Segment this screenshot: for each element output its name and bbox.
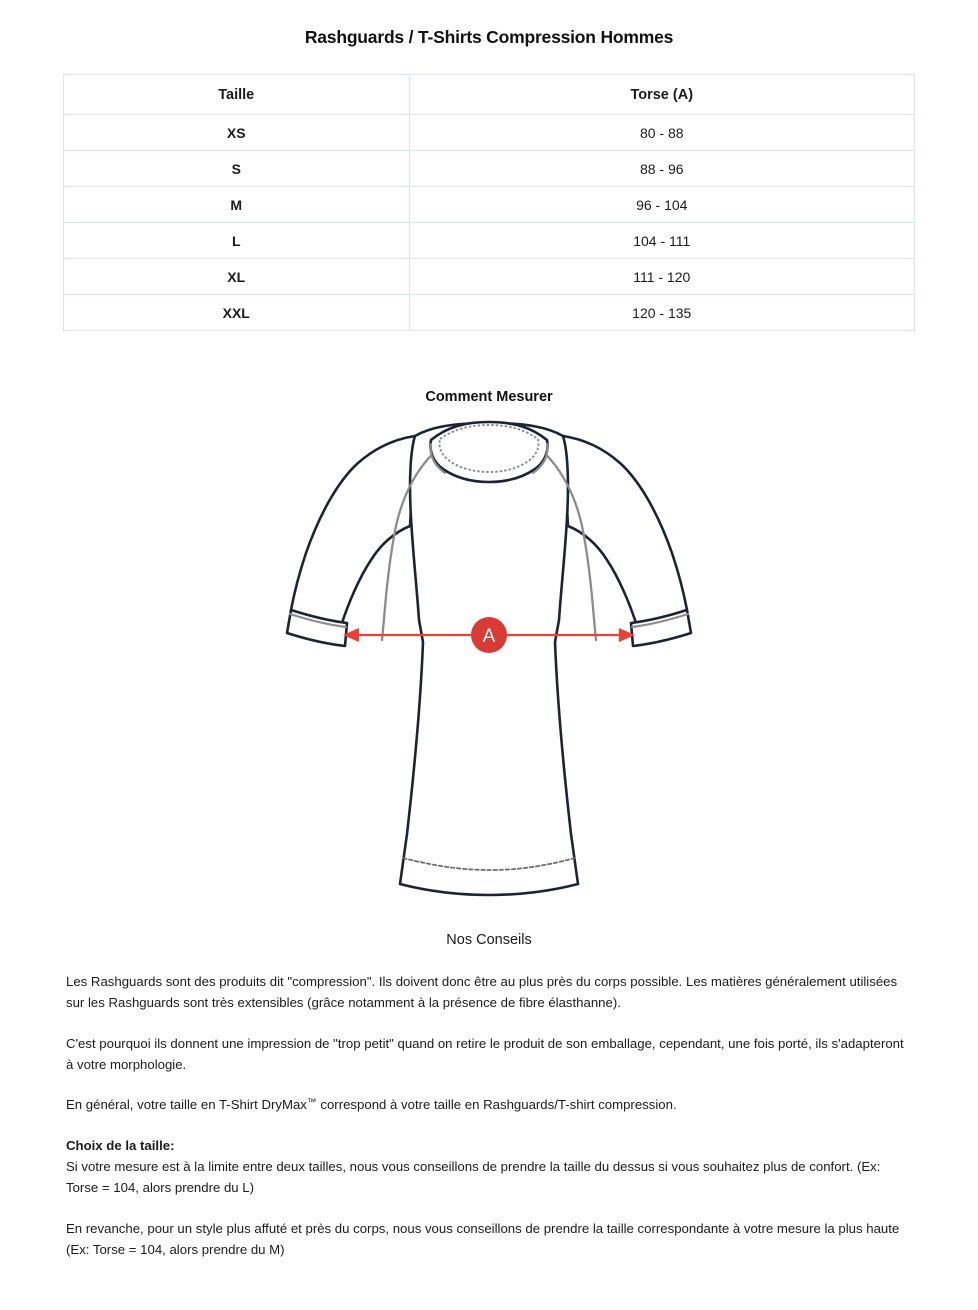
cell-chest: 80 - 88 bbox=[409, 115, 915, 151]
measure-badge-label: A bbox=[482, 626, 496, 648]
cell-size: M bbox=[64, 187, 410, 223]
cell-size: L bbox=[64, 223, 410, 259]
advice-paragraph-compression: Les Rashguards sont des produits dit "compression". Ils doivent donc être au plus près du corps possible. Les matières généralement utilisées sur les Rashguards sont très extensibles (grâce notamment à la présence de fibre élasthanne). bbox=[66, 973, 898, 1011]
size-table bbox=[63, 74, 915, 331]
table-row bbox=[64, 259, 915, 295]
shirt-diagram-container bbox=[0, 414, 978, 904]
cell-chest: 120 - 135 bbox=[409, 295, 915, 331]
table-row bbox=[64, 151, 915, 187]
table-row bbox=[64, 115, 915, 151]
size-table-head bbox=[64, 75, 915, 115]
size-choice-label: Choix de la taille: bbox=[66, 1137, 175, 1153]
cell-size: XS bbox=[64, 115, 410, 151]
size-table-body bbox=[64, 115, 915, 331]
advice-paragraph-alternative: En revanche, pour un style plus affuté et près du corps, nous vous conseillons de prendre la taille correspondante à votre mesure la plus haute (Ex: Torse = 104, alors prendre du M) bbox=[66, 1220, 900, 1258]
advice-paragraph-drymax bbox=[66, 1094, 912, 1115]
table-row bbox=[64, 223, 915, 259]
advice-text-block bbox=[66, 950, 912, 1261]
shirt-outline bbox=[287, 423, 691, 895]
column-header-size: Taille bbox=[64, 75, 410, 115]
page-title: Rashguards / T-Shirts Compression Hommes bbox=[304, 27, 674, 47]
compression-shirt-icon bbox=[279, 414, 699, 904]
cell-size: XXL bbox=[64, 295, 410, 331]
table-row bbox=[64, 295, 915, 331]
cell-chest: 96 - 104 bbox=[409, 187, 915, 223]
cell-size: S bbox=[64, 151, 410, 187]
size-choice-text: Si votre mesure est à la limite entre deux tailles, nous vous conseillons de prendre la taille du dessus si vous souhaitez plus de confort. (Ex: Torse = 104, alors prendre du L) bbox=[66, 1159, 881, 1196]
advice-paragraph-fit: C'est pourquoi ils donnent une impression de "trop petit" quand on retire le produit de son emballage, cependant, une fois porté, ils s'adapteront à votre morphologie. bbox=[66, 1035, 904, 1072]
advice-section-heading: Nos Conseils bbox=[446, 932, 532, 949]
cell-size: XL bbox=[64, 259, 410, 295]
drymax-text-suffix: correspond à votre taille en Rashguards/T-shirt compression. bbox=[316, 1097, 677, 1113]
cell-chest: 88 - 96 bbox=[409, 151, 915, 187]
measure-section-heading: Comment Mesurer bbox=[425, 389, 553, 405]
column-header-chest: Torse (A) bbox=[409, 75, 915, 115]
cell-chest: 104 - 111 bbox=[409, 223, 915, 259]
collar-icon bbox=[431, 422, 548, 482]
table-row bbox=[64, 187, 915, 223]
measure-arrow-a bbox=[343, 617, 635, 653]
drymax-text-prefix: En général, votre taille en T-Shirt DryMax bbox=[66, 1097, 307, 1113]
cell-chest: 111 - 120 bbox=[409, 259, 915, 295]
table-header-row bbox=[64, 75, 915, 115]
trademark-icon: ™ bbox=[306, 1097, 317, 1109]
size-table-container bbox=[63, 74, 915, 331]
advice-paragraph-size-choice bbox=[66, 1135, 912, 1199]
